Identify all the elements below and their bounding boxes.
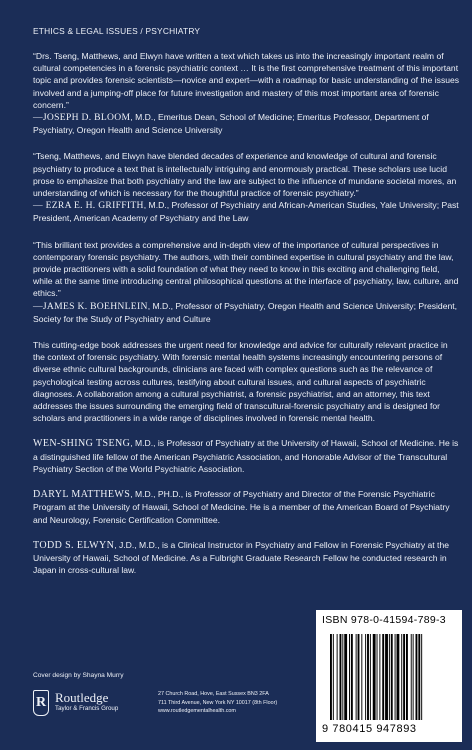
barcode-bar [330, 634, 332, 720]
barcode-bar [356, 634, 357, 720]
barcode-bar [391, 634, 393, 720]
routledge-logo-icon: R [33, 690, 49, 716]
quote-attribution [33, 300, 461, 325]
publisher-brand [33, 690, 118, 716]
endorser-affiliation: , M.D., Professor of Psychiatry and African-American Studies, Yale University; Past President, American Academy of Psychiatry and the Law [33, 200, 459, 224]
barcode-bar [367, 634, 369, 720]
barcode-bar [344, 634, 347, 720]
publisher-address [158, 690, 277, 716]
barcode-bar [403, 634, 405, 720]
publisher-name-block [55, 692, 118, 714]
barcode-bar [340, 634, 342, 720]
barcode-bar [365, 634, 366, 720]
endorser-affiliation: , M.D., Emeritus Dean, School of Medicine; Emeritus Professor, Department of Psychiatry, Oregon Health and Science University [33, 112, 429, 136]
barcode-bar [416, 634, 418, 720]
quote-attribution [33, 199, 461, 224]
endorser-name: — EZRA E. H. GRIFFITH [33, 200, 144, 212]
address-line: 711 Third Avenue, New York NY 10017 (8th Floor) [158, 699, 278, 706]
quote-text: “Tseng, Matthews, and Elwyn have blended decades of experience and knowledge of cultural and forensic psychiatry to produce a text that is intellectually intriguing and enormously practical. These scholars use lucid prose to emphasize that both psychiatry and the law are subject to the influence of mundane societal mores, an understanding of which is necessary for the thoughtful practice of forensic psychiatry.” [33, 151, 457, 199]
barcode-bar [337, 634, 338, 720]
endorser-name: —JAMES K. BOEHNLEIN [33, 300, 148, 312]
endorser-affiliation: , M.D., Professor of Psychiatry, Oregon Health and Science University; President, Society for the Study of Psychiatry and Culture [33, 300, 458, 324]
barcode-bar [349, 634, 350, 720]
isbn-label: ISBN 978-0-41594-789-3 [322, 614, 446, 626]
endorsement-quote-1 [33, 50, 461, 136]
author-bio-text: , M.D., is Professor of Psychiatry at the University of Hawaii, School of Medicine. He is a distinguished life fellow of the American Psychiatric Association, and Honorable Advisor of the Transcultural Psychiatry Section of the World Psychiatric Association. [33, 438, 459, 474]
barcode-bar [406, 634, 408, 720]
barcode-bar [379, 634, 380, 720]
quote-text: “This brilliant text provides a comprehensive and in-depth view of the importance of cultural perspectives in contemporary forensic psychiatry. The authors, with their combined expertise in cultural psychiatry and the law, provide practitioners with a solid foundation of what they need to know in this exciting and challenging field, while at the same time introducing central philosophical questions at the interface of psychiatry, law, culture, and ethics.” [33, 239, 459, 299]
publisher-group: Taylor & Francis Group [55, 705, 119, 712]
barcode-bar [397, 634, 400, 720]
barcode-bar [351, 634, 353, 720]
barcode-bar [385, 634, 388, 720]
author-name: DARYL MATTHEWS [33, 489, 131, 501]
barcode-bar [361, 634, 362, 720]
barcode-bar [389, 634, 390, 720]
author-bio-tseng [33, 437, 461, 475]
isbn-barcode-box [316, 610, 462, 742]
author-name: TODD S. ELWYN [33, 539, 115, 551]
barcode-bar [395, 634, 396, 720]
barcode-bar [342, 634, 343, 720]
publisher-name: Routledge [55, 690, 109, 705]
author-bio-text: , J.D., M.D., is a Clinical Instructor in Psychiatry and Fellow in Forensic Psychiatry at the University of Hawaii, School of Medicine. As a Fulbright Graduate Research Fellow he conducted research in Japan in cross-cultural law. [33, 539, 450, 576]
website-url: www.routledgementalhealth.com [158, 708, 236, 715]
barcode-bar [358, 634, 360, 720]
author-bio-matthews [33, 488, 461, 526]
author-name: WEN-SHING TSENG [33, 438, 131, 450]
book-description: This cutting-edge book addresses the urgent need for knowledge and advice for culturally relevant practice in the context of forensic psychiatry. With forensic mental health systems increasingly encountering persons of diverse ethnic cultural backgrounds, clinicians are faced with complex questions such as the relevance of psychological testing across cultures, testifying about cultural issues, and cultural aspects of psychiatric diagnoses. A collaboration among a cultural psychiatrist, a forensic psychiatrist, and an attorney, this text addresses the issues surrounding the emerging field of transcultural-forensic psychiatry and is designed for scholars and practitioners in a wide range of disciplines involved in forensic mental health. [33, 340, 448, 424]
address-line: 27 Church Road, Hove, East Sussex BN3 2FA [158, 691, 269, 697]
barcode-bar [411, 634, 412, 720]
barcode-bar [421, 634, 422, 720]
barcode-bar [333, 634, 334, 720]
barcode-bar [382, 634, 384, 720]
quote-attribution [33, 111, 461, 136]
barcode-bar [373, 634, 376, 720]
author-bio-elwyn [33, 539, 461, 577]
quote-text: “Drs. Tseng, Matthews, and Elwyn have written a text which takes us into the increasingly important realm of cultural competencies in a forensic psychiatric context … It is the first comprehensive treatment of this important topic and provides forensic scientists—novice and expert—with a roadmap for basic understanding of the issues involved and a jumping-off place for future investigation and mastery of this most important area of forensic concern.” [33, 51, 460, 110]
barcode-bar [418, 634, 420, 720]
isbn-digits: 9 780415 947893 [322, 723, 417, 735]
barcode-bar [413, 634, 414, 720]
endorser-name: —JOSEPH D. BLOOM [33, 112, 131, 124]
endorsement-quote-3 [33, 239, 461, 325]
endorsement-quote-2 [33, 150, 461, 224]
category-label: ETHICS & LEGAL ISSUES / PSYCHIATRY [33, 26, 201, 36]
back-cover-content [33, 26, 461, 589]
barcode-bar [370, 634, 371, 720]
barcode-bar [401, 634, 402, 720]
author-bio-text: , M.D., PH.D., is Professor of Psychiatry and Director of the Forensic Psychiatric Program at the University of Hawaii, School of Medicine. He is a member of the American Board of Psychiatry and Neurology, Forensic Certification Committee. [33, 489, 450, 525]
barcode-icon [330, 634, 454, 722]
barcode-bar [377, 634, 378, 720]
cover-credit: Cover design by Shayna Murry [33, 672, 124, 679]
